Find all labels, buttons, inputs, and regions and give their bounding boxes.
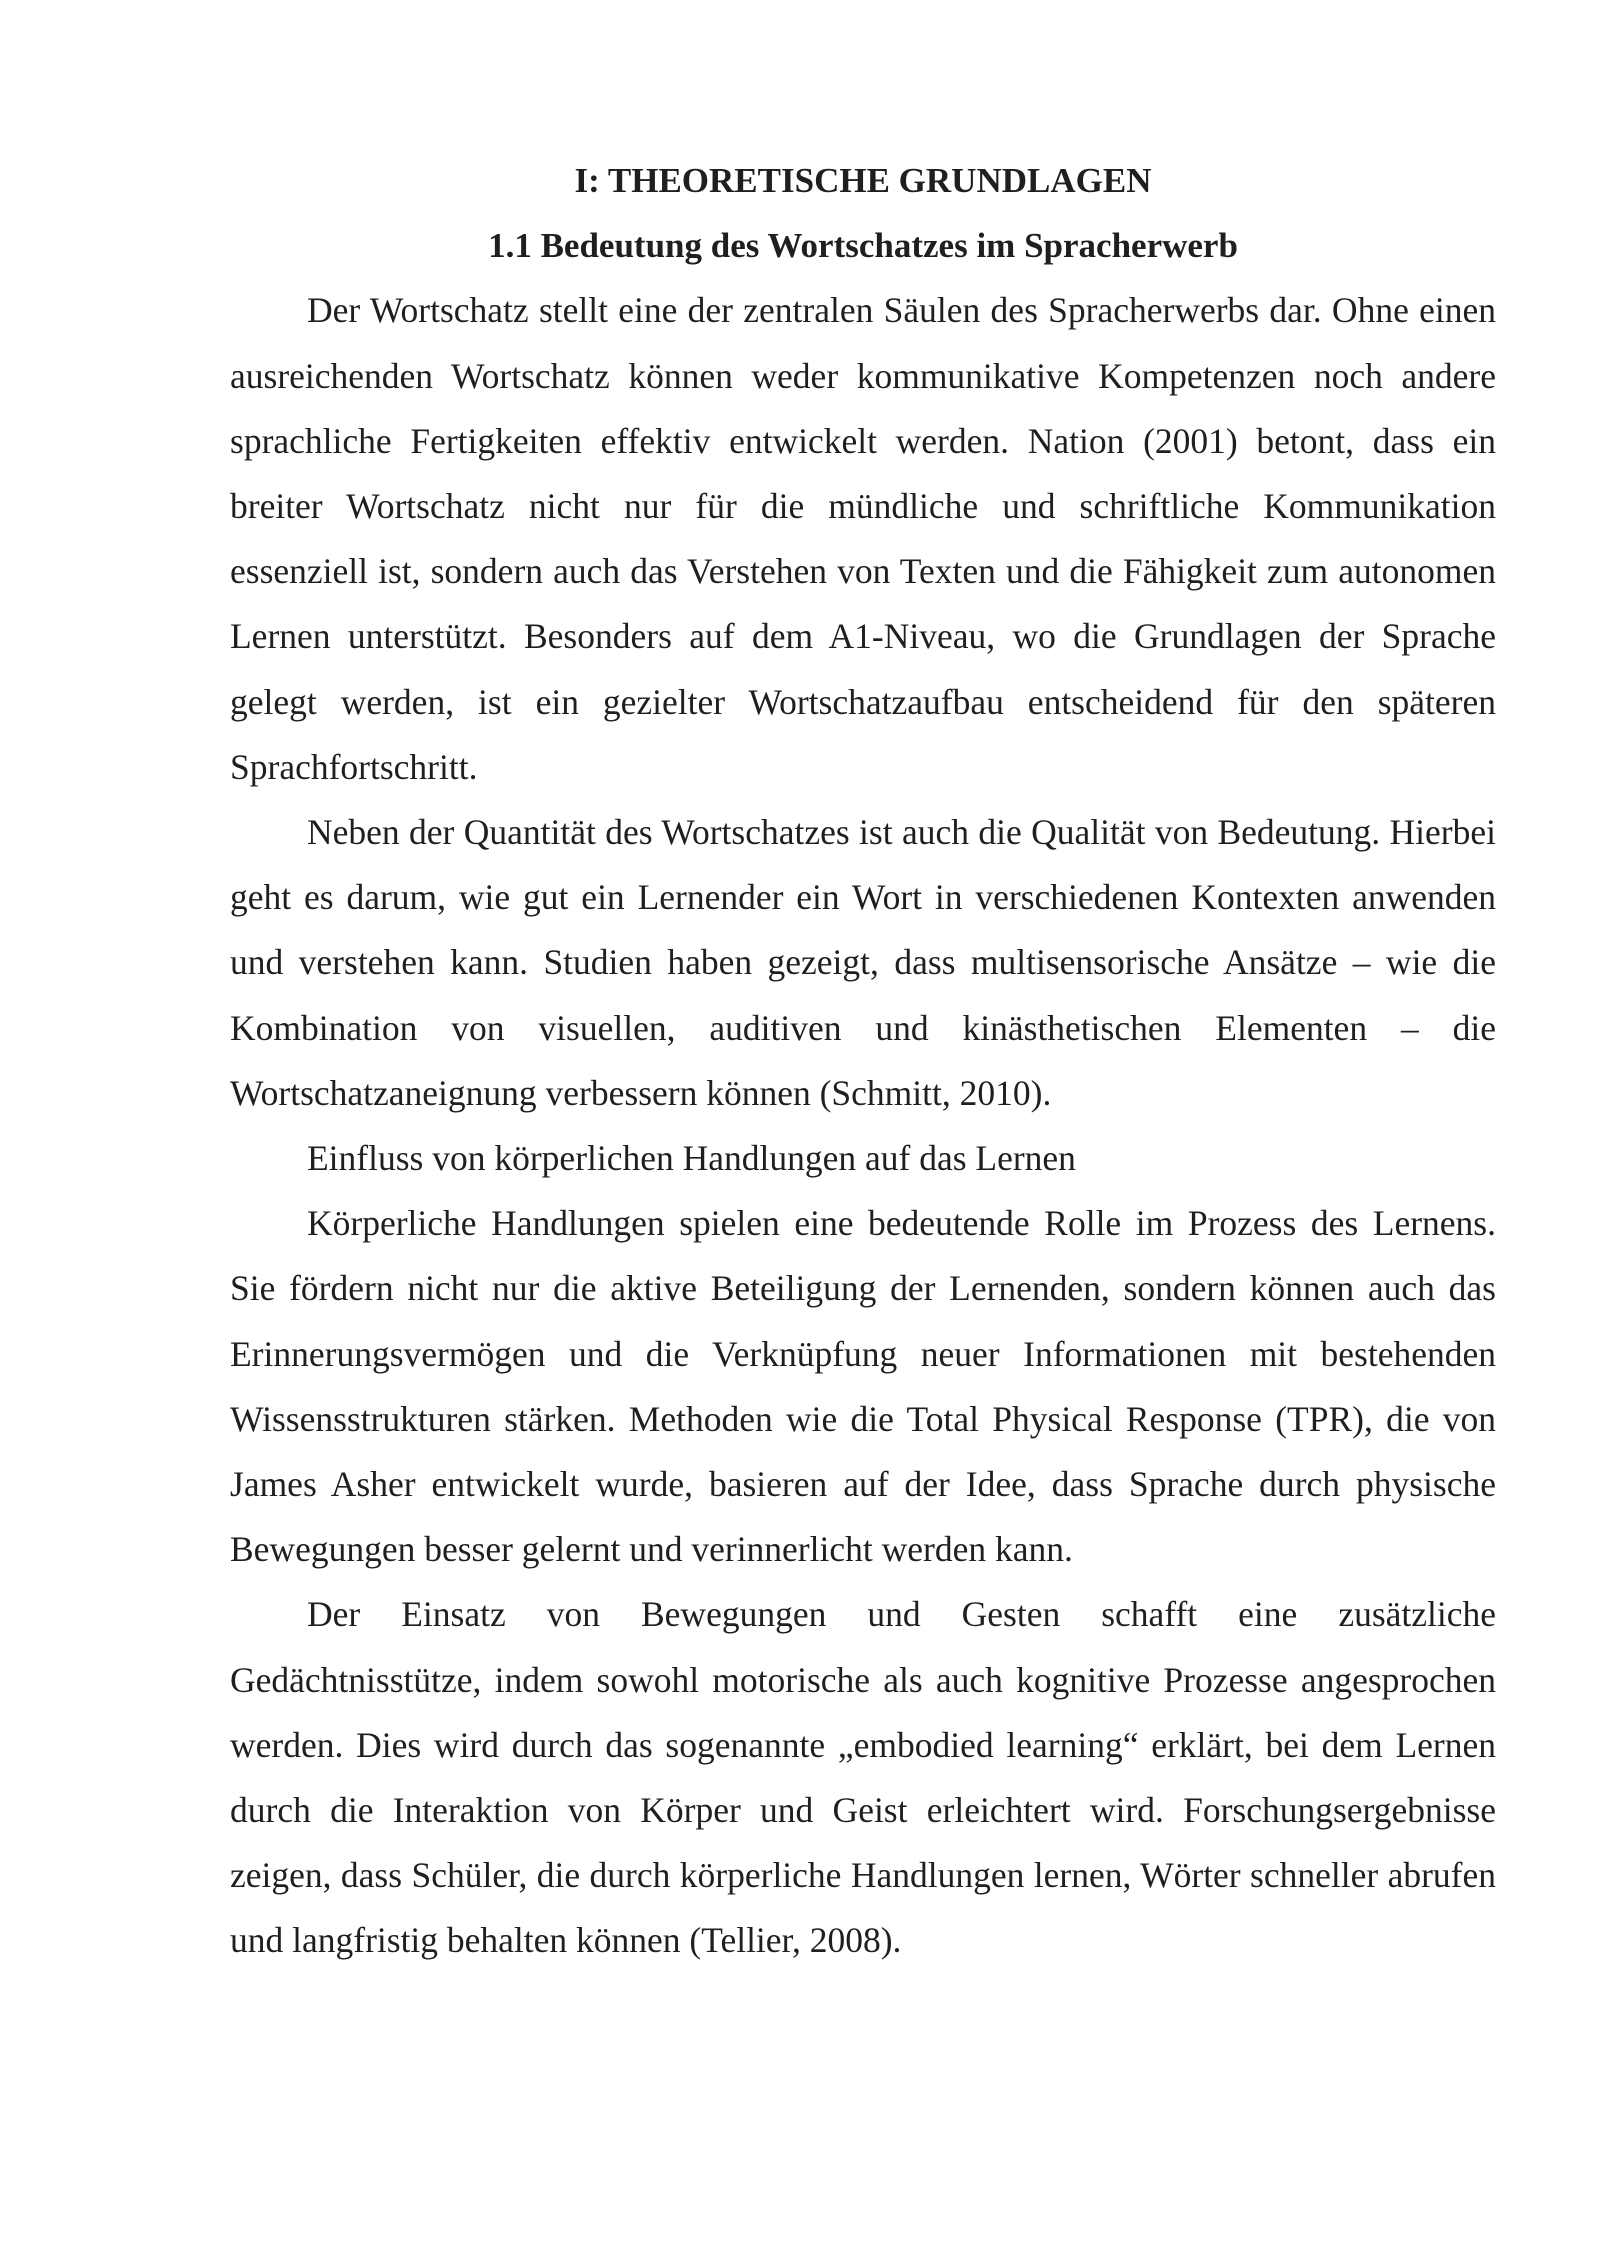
section-title: 1.1 Bedeutung des Wortschatzes im Spracherwerb — [488, 226, 1238, 266]
document-page — [230, 148, 1496, 1974]
subheading: Einfluss von körperlichen Handlungen auf das Lernen — [307, 1138, 1076, 1179]
body-paragraph: Der Einsatz von Bewegungen und Gesten schafft eine zusätzliche Gedächtnisstütze, indem sowohl motorische als auch kognitive Prozesse angesprochen werden. Dies wird durch das sogenannte „embodied learning“ erklärt, bei dem Lernen durch die Interaktion von Körper und Geist erleichtert wird. Forschungsergebnisse zeigen, dass Schüler, die durch körperliche Handlungen lernen, Wörter schneller abrufen und langfristig behalten können (Tellier, 2008). — [230, 1594, 1496, 1961]
chapter-title: I: THEORETISCHE GRUNDLAGEN — [574, 161, 1152, 200]
body-paragraph: Der Wortschatz stellt eine der zentralen Säulen des Spracherwerbs dar. Ohne einen ausreichenden Wortschatz können weder kommunikative Kompetenzen noch andere sprachliche Fertigkeiten effektiv entwickelt werden. Nation (2001) betont, dass ein breiter Wortschatz nicht nur für die mündliche und schriftliche Kommunikation essenziell ist, sondern auch das Verstehen von Texten und die Fähigkeit zum autonomen Lernen unterstützt. Besonders auf dem A1-Niveau, wo die Grundlagen der Sprache gelegt werden, ist ein gezielter Wortschatzaufbau entscheidend für den späteren Sprachfortschritt. — [230, 290, 1496, 787]
body-paragraph: Neben der Quantität des Wortschatzes ist auch die Qualität von Bedeutung. Hierbei geht es darum, wie gut ein Lernender ein Wort in verschiedenen Kontexten anwenden und verstehen kann. Studien haben gezeigt, dass multisensorische Ansätze – wie die Kombination von visuellen, auditiven und kinästhetischen Elementen – die Wortschatzaneignung verbessern können (Schmitt, 2010). — [230, 812, 1496, 1113]
body-paragraph: Körperliche Handlungen spielen eine bedeutende Rolle im Prozess des Lernens. Sie fördern nicht nur die aktive Beteiligung der Lernenden, sondern können auch das Erinnerungsvermögen und die Verknüpfung neuer Informationen mit bestehenden Wissensstrukturen stärken. Methoden wie die Total Physical Response (TPR), die von James Asher entwickelt wurde, basieren auf der Idee, dass Sprache durch physische Bewegungen besser gelernt und verinnerlicht werden kann. — [230, 1203, 1496, 1570]
